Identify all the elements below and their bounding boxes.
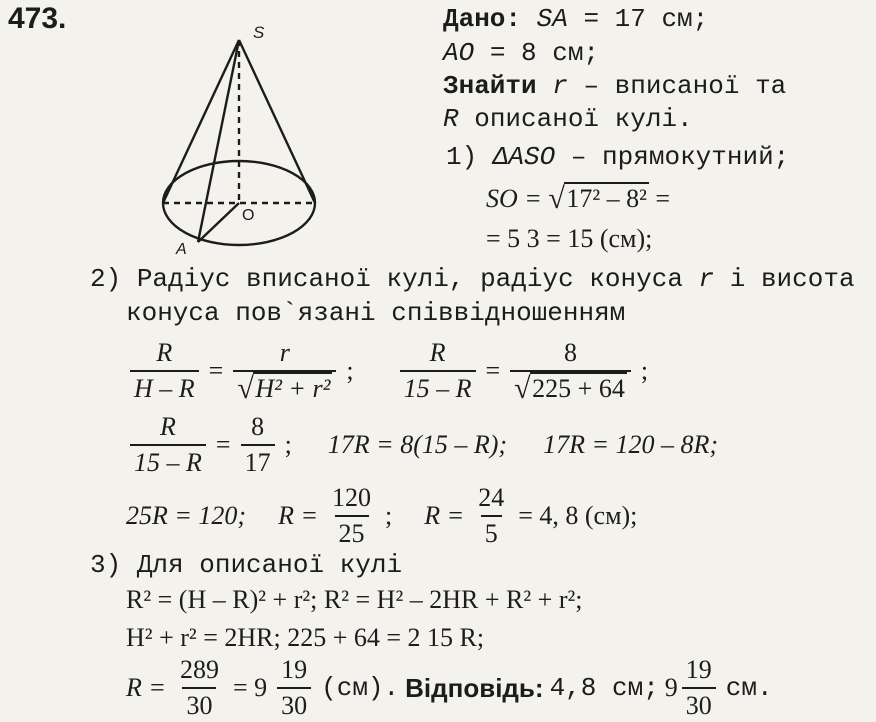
fraction-8-over-sqrt: 8 √ 225 + 64 xyxy=(510,338,631,404)
label-a: A xyxy=(176,241,187,255)
step2-formula-row-3: 25R = 120; R = $\frac{120}{25}$ ; R = $\frac{24}{5}$ = 4, 8 (см); xyxy=(126,483,638,548)
answer-label: Відповідь: xyxy=(405,672,544,703)
cone-generatrix-left xyxy=(163,40,239,203)
equation-17r: 17R = 8(15 – R); xyxy=(327,430,508,459)
step2-text-line-2: конуса пов`язані співвідношенням xyxy=(126,298,626,328)
fraction-r-over-15-minus-r: $\frac{R}{15 - R}$ xyxy=(400,338,476,404)
cone-figure xyxy=(150,20,340,255)
step2-formula-row-2: $\frac{R}{15 - R}$ = $\frac{8}{17}$ ; 17R = 8(15 – R); 17R = 120 – 8R; xyxy=(126,412,718,478)
step3-result-row: R = $\frac{289}{30}$ = 9 $\frac{19}{30}$ (см). Відповідь: 4,8 см; 9 $\frac{19}{30}$ см. xyxy=(126,655,773,720)
step1-so-result: = 5 3 = 15 (см); xyxy=(486,224,653,253)
step3-text-line: 3) Для описаної кулі xyxy=(90,550,403,580)
fraction-r-over-15-minus-r-2: $\frac{R}{15 - R}$ xyxy=(130,412,206,478)
mixed-fraction-19-over-30: $\frac{19}{30}$ xyxy=(277,655,311,721)
equation-17r-2: 17R = 120 – 8R; xyxy=(543,430,719,459)
fraction-8-over-17: $\frac{8}{17}$ xyxy=(241,412,275,478)
cone-generatrix-right xyxy=(239,40,315,203)
step3-equation-line-1: R² = (H – R)² + r²; R² = H² – 2HR + R² + r²; xyxy=(126,585,583,614)
step2-text-line-1: 2) Радіус вписаної кулі, радіус конуса r і висота xyxy=(90,264,855,294)
given-line-1: Дано: SA = 17 см; xyxy=(443,4,709,34)
label-s: S xyxy=(253,23,265,42)
fraction-r-over-h-minus-r: $\frac{R}{H - R}$ xyxy=(130,338,199,404)
problem-number: 473. xyxy=(8,2,67,35)
find-line-1: Знайти r – вписаної та xyxy=(443,71,787,101)
step3-equation-line-2: H² + r² = 2HR; 225 + 64 = 2 15 R; xyxy=(126,623,485,652)
label-o: O xyxy=(242,207,255,224)
step2-formula-row-1: $\frac{R}{H - R}$ = r √ H² + r² ; $\frac{R}{15 - R}$ = 8 √ 225 + 64 ; xyxy=(126,338,648,404)
step1-so-line: SO = √ 17² – 8² = xyxy=(486,184,670,214)
inscribed-radius-result: = 4, 8 (см); xyxy=(518,501,638,530)
fraction-r-over-sqrt: r √ H² + r² xyxy=(233,338,336,404)
answer-inscribed: 4,8 см; xyxy=(549,673,659,703)
given-line-2: AO = 8 см; xyxy=(443,38,600,68)
find-line-2: R описаної кулі. xyxy=(443,104,693,134)
fraction-24-over-5: $\frac{24}{5}$ xyxy=(478,483,505,548)
fraction-289-over-30: $\frac{289}{30}$ xyxy=(179,655,219,720)
fraction-120-over-25: $\frac{120}{25}$ xyxy=(332,483,372,548)
step1-line: 1) ΔASO – прямокутний; xyxy=(446,142,790,172)
answer-circumscribed: 9 $\frac{19}{30}$ xyxy=(665,655,720,721)
segment-sa xyxy=(198,40,239,242)
equation-25r: 25R = 120; xyxy=(126,501,247,530)
